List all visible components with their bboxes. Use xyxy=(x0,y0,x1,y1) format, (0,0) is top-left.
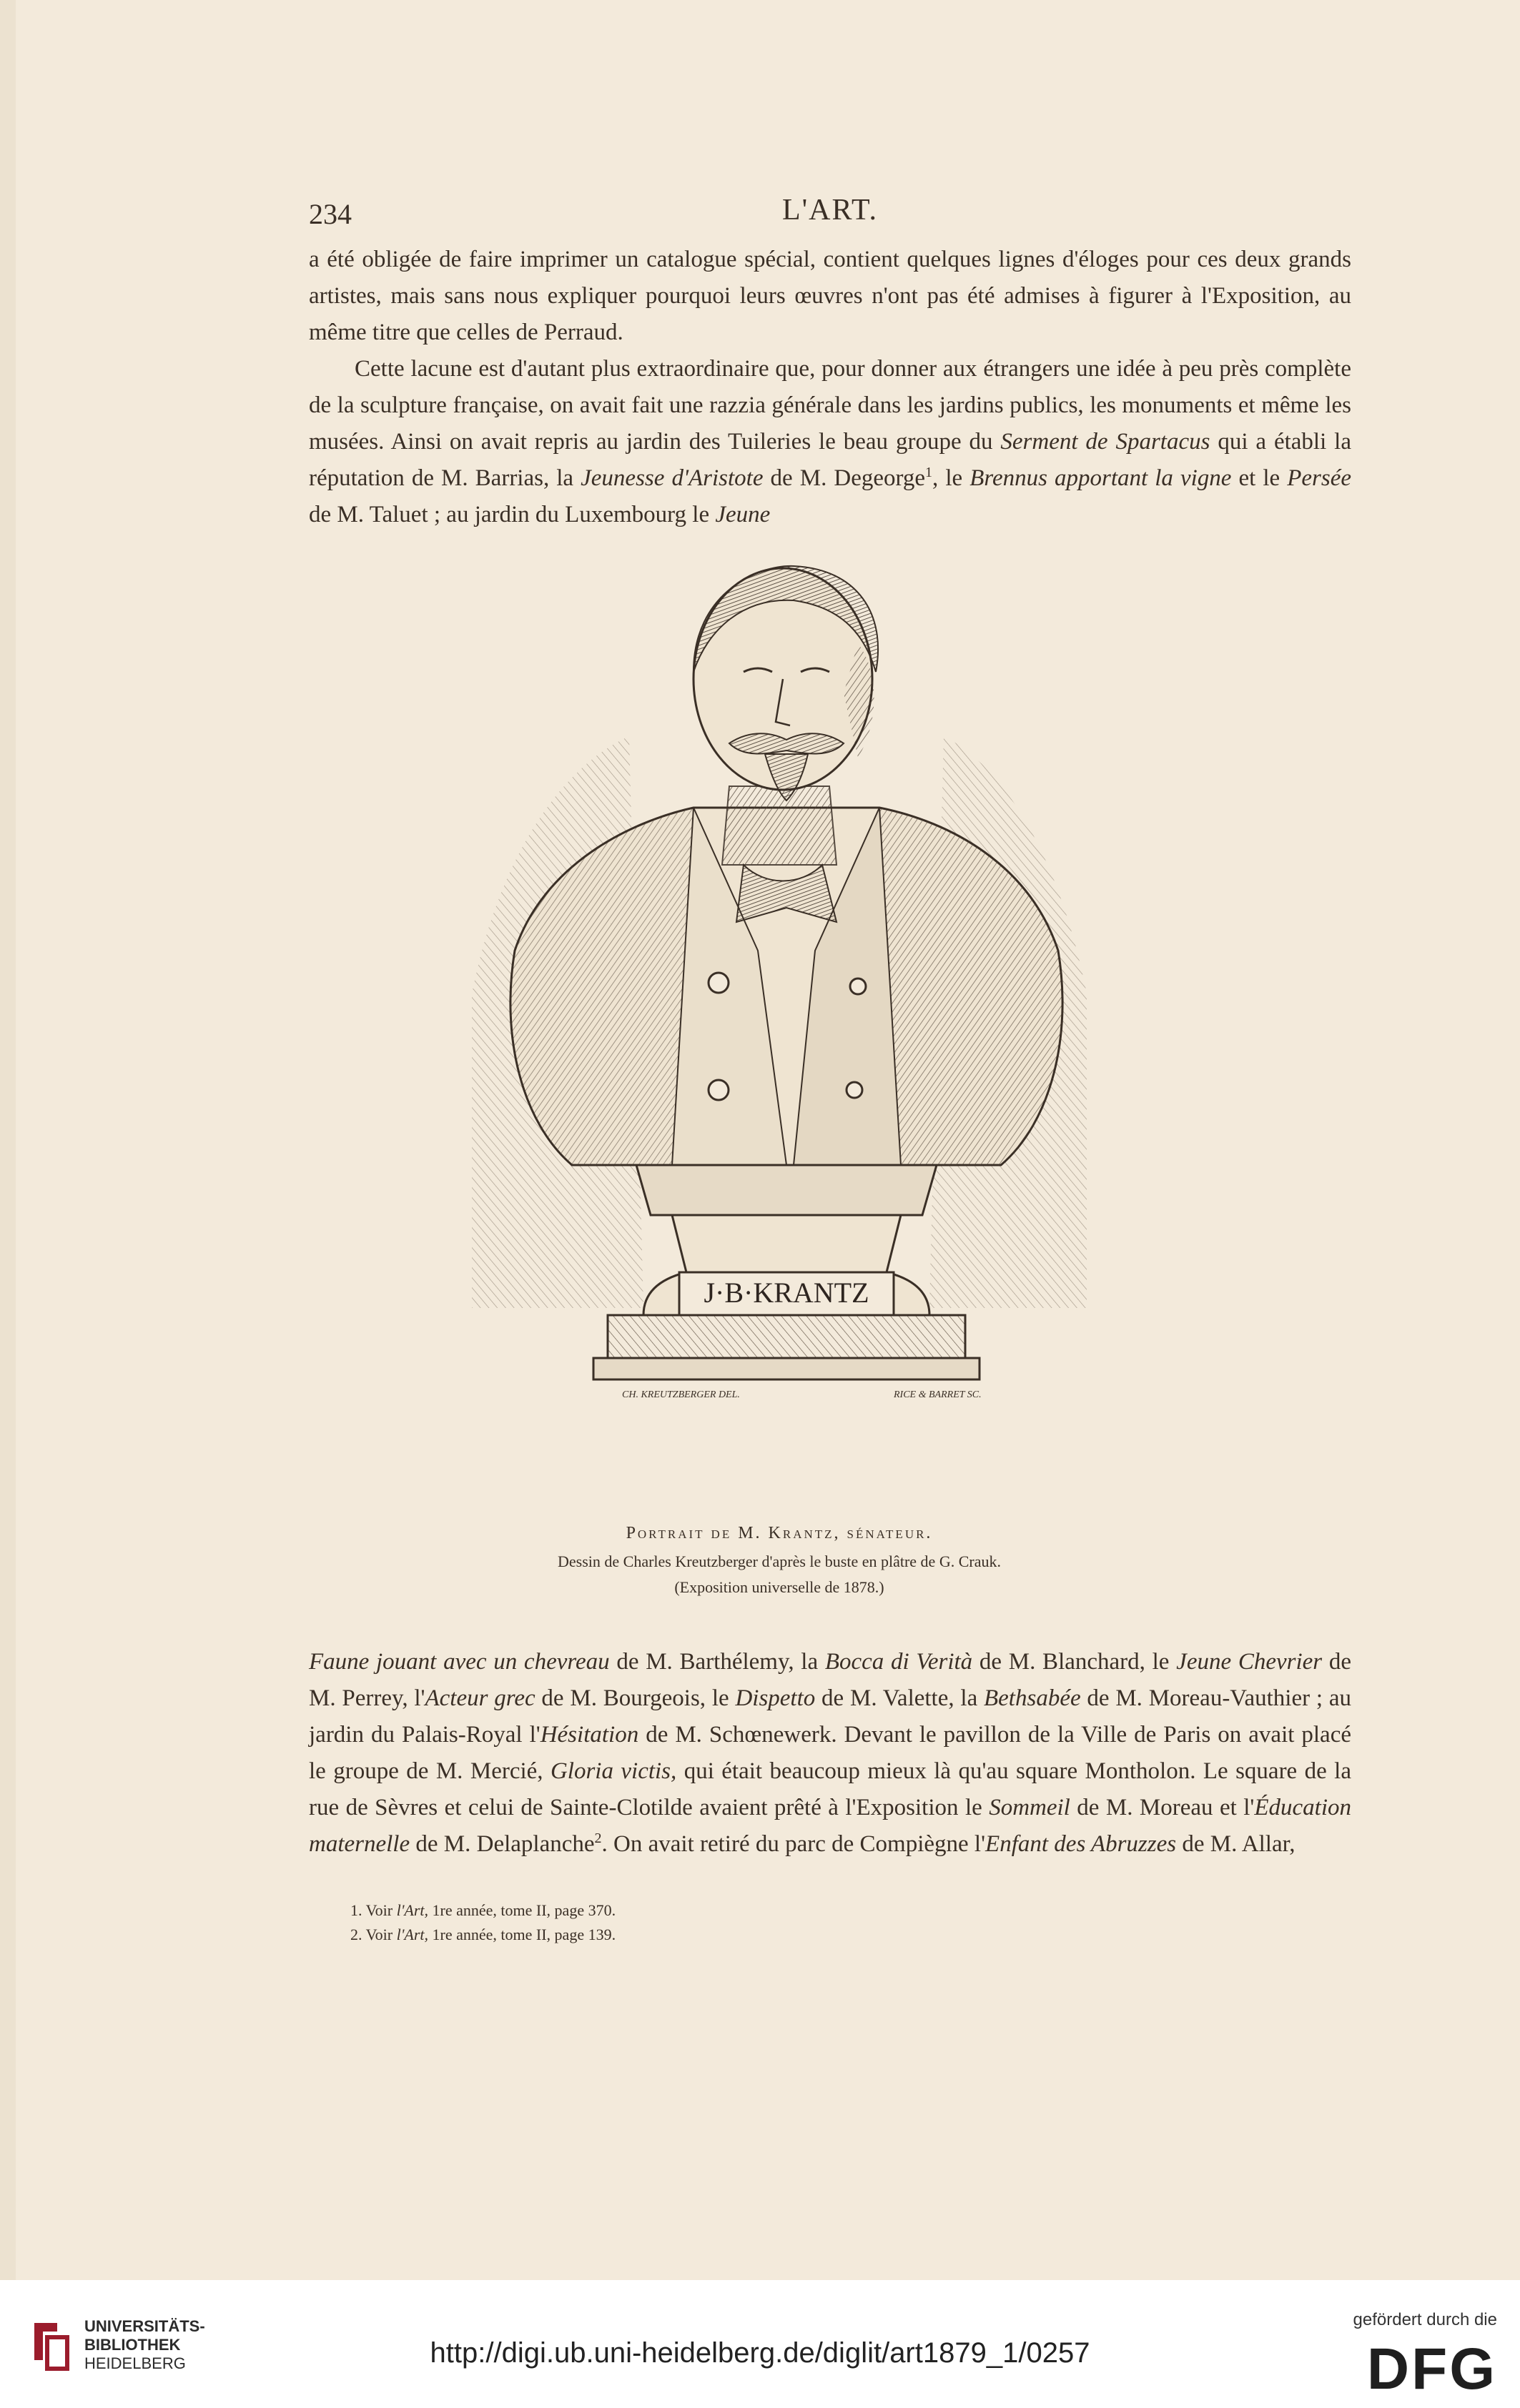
journal-title: L'ART. xyxy=(781,194,879,227)
paragraph: Faune jouant avec un chevreau de M. Barthélemy, la Bocca di Verità de M. Blanchard, le Jeune Chevrier de M. Perrey, l'Acteur grec de M. Bourgeois, le Dispetto de M. Valette, la Bethsabée de M. Moreau-Vauthier ; au jardin du Palais-Royal l'Hésitation de M. Schœnewerk. Devant le pavillon de la Ville de Paris on avait placé le groupe de M. Mercié, Gloria victis, qui était beaucoup mieux là qu'au square Montholon. Le square de la rue de Sèvres et celui de Sainte-Clotilde avaient prêté à l'Exposition le Sommeil de M. Moreau et l'Éducation maternelle de M. Delaplanche$^2$. On avait retiré du parc de Compiègne l'Enfant des Abruzzes de M. Allar, xyxy=(309,1649,1352,1857)
footnote-ref: 1 xyxy=(925,465,933,480)
paragraph: a été obligée de faire imprimer un catalogue spécial, contient quelques lignes d'éloges pour ces deux grands artistes, mais sans nous expliquer pourquoi leurs œuvres n'ont pas été admises à figurer à l'Exposition, au même titre que celles de Perraud. xyxy=(309,247,1351,345)
body-text-top xyxy=(309,242,1351,533)
running-head xyxy=(309,193,1351,236)
bust-engraving xyxy=(458,550,1101,1522)
funding-note: gefördert durch die xyxy=(1353,2310,1497,2329)
footnote: 1. Voir l'Art, 1re année, tome II, page 370. xyxy=(350,1901,616,1919)
permalink[interactable]: http://digi.ub.uni-heidelberg.de/diglit/art1879_1/0257 xyxy=(430,2337,1090,2369)
bust-illustration xyxy=(458,550,1101,1522)
page-number: 234 xyxy=(309,198,352,230)
footnotes xyxy=(350,1898,1280,1947)
plinth-inscription: J·B·KRANTZ xyxy=(704,1277,869,1309)
body-text-bottom xyxy=(309,1644,1351,1863)
library-name: UNIVERSITÄTS- BIBLIOTHEK HEIDELBERG xyxy=(84,2317,205,2372)
figure-caption-exhibition: (Exposition universelle de 1878.) xyxy=(674,1578,884,1596)
footnote: 2. Voir l'Art, 1re année, tome II, page 139. xyxy=(350,1926,616,1943)
page-gutter xyxy=(0,0,16,2408)
printer-signature: RICE & BARRET SC. xyxy=(894,1389,982,1400)
digitization-footer xyxy=(0,2280,1520,2408)
figure-caption-credit: Dessin de Charles Kreutzberger d'après le buste en plâtre de G. Crauk. xyxy=(558,1552,1001,1570)
dfg-logo-icon: DFG xyxy=(1366,2337,1497,2402)
engraver-signature: CH. KREUTZBERGER DEL. xyxy=(622,1389,740,1400)
figure-caption-title: Portrait de M. Krantz, sénateur. xyxy=(626,1524,933,1542)
footnote-ref: 2 xyxy=(594,1830,602,1846)
paragraph: Cette lacune est d'autant plus extraordinaire que, pour donner aux étrangers une idée à peu près complète de la sculpture française, on avait fait une razzia générale dans les jardins publics, les monuments et même les musées. Ainsi on avait repris au jardin des Tuileries le beau groupe du Serment de Spartacus qui a établi la réputation de M. Barrias, la Jeunesse d'Aristote de M. Degeorge$^1$, le Brennus apportant la vigne et le Persée de M. Taluet ; au jardin du Luxembourg le Jeune xyxy=(309,356,1352,527)
